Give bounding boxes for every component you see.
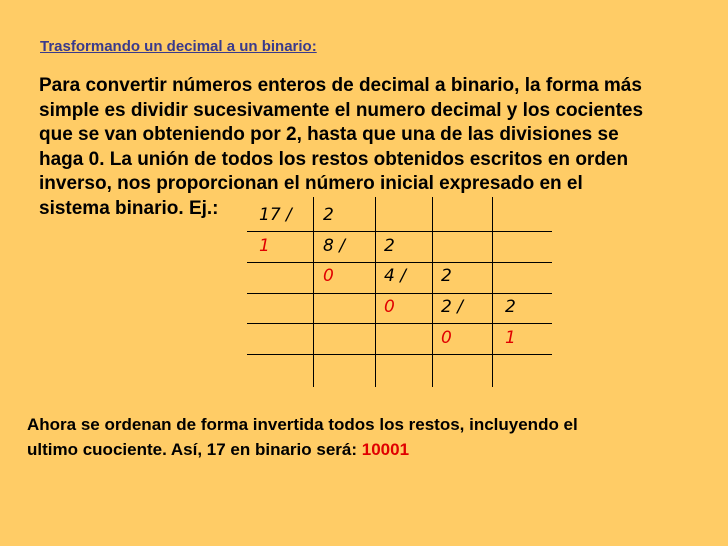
intro-line: simple es dividir sucesivamente el numero decimal y los cocientes	[39, 99, 644, 121]
table-cell: 2	[323, 205, 334, 225]
binary-result: 10001	[361, 440, 410, 459]
conclusion-paragraph	[27, 412, 717, 462]
table-cell: 8 /	[323, 236, 345, 256]
table-cell: 2 /	[441, 297, 463, 317]
table-line	[247, 293, 552, 294]
table-cell: 4 /	[384, 266, 406, 286]
slide-title: Trasformando un decimal a un binario:	[40, 38, 317, 55]
table-cell-remainder: 0	[384, 297, 395, 317]
conclusion-line	[27, 437, 717, 462]
conclusion-text: ultimo cuociente. Así, 17 en binario será:	[27, 440, 358, 459]
table-line	[432, 197, 433, 387]
table-line	[247, 354, 552, 355]
intro-line: Para convertir números enteros de decimal a binario, la forma más	[39, 75, 642, 96]
table-cell-remainder: 0	[441, 328, 452, 348]
table-line	[247, 323, 552, 324]
table-cell-remainder: 1	[259, 236, 270, 256]
table-cell-remainder: 1	[505, 328, 516, 348]
intro-line: inverso, nos proporcionan el número inicial expresado en el	[39, 173, 583, 194]
intro-line: que se van obteniendo por 2, hasta que una de las divisiones se	[39, 124, 619, 145]
table-cell-remainder: 0	[323, 266, 334, 286]
division-table	[247, 197, 552, 387]
table-line	[247, 262, 552, 263]
conclusion-line: Ahora se ordenan de forma invertida todos los restos, incluyendo el	[27, 415, 578, 434]
table-line	[247, 231, 552, 232]
table-cell: 17 /	[259, 205, 292, 225]
table-cell: 2	[384, 236, 395, 256]
table-line	[313, 197, 314, 387]
intro-line: haga 0. La unión de todos los restos obtenidos escritos en orden	[39, 148, 629, 170]
table-cell: 2	[505, 297, 516, 317]
table-line	[375, 197, 376, 387]
intro-line: sistema binario. Ej.:	[39, 197, 219, 219]
table-cell: 2	[441, 266, 452, 286]
table-line	[492, 197, 493, 387]
